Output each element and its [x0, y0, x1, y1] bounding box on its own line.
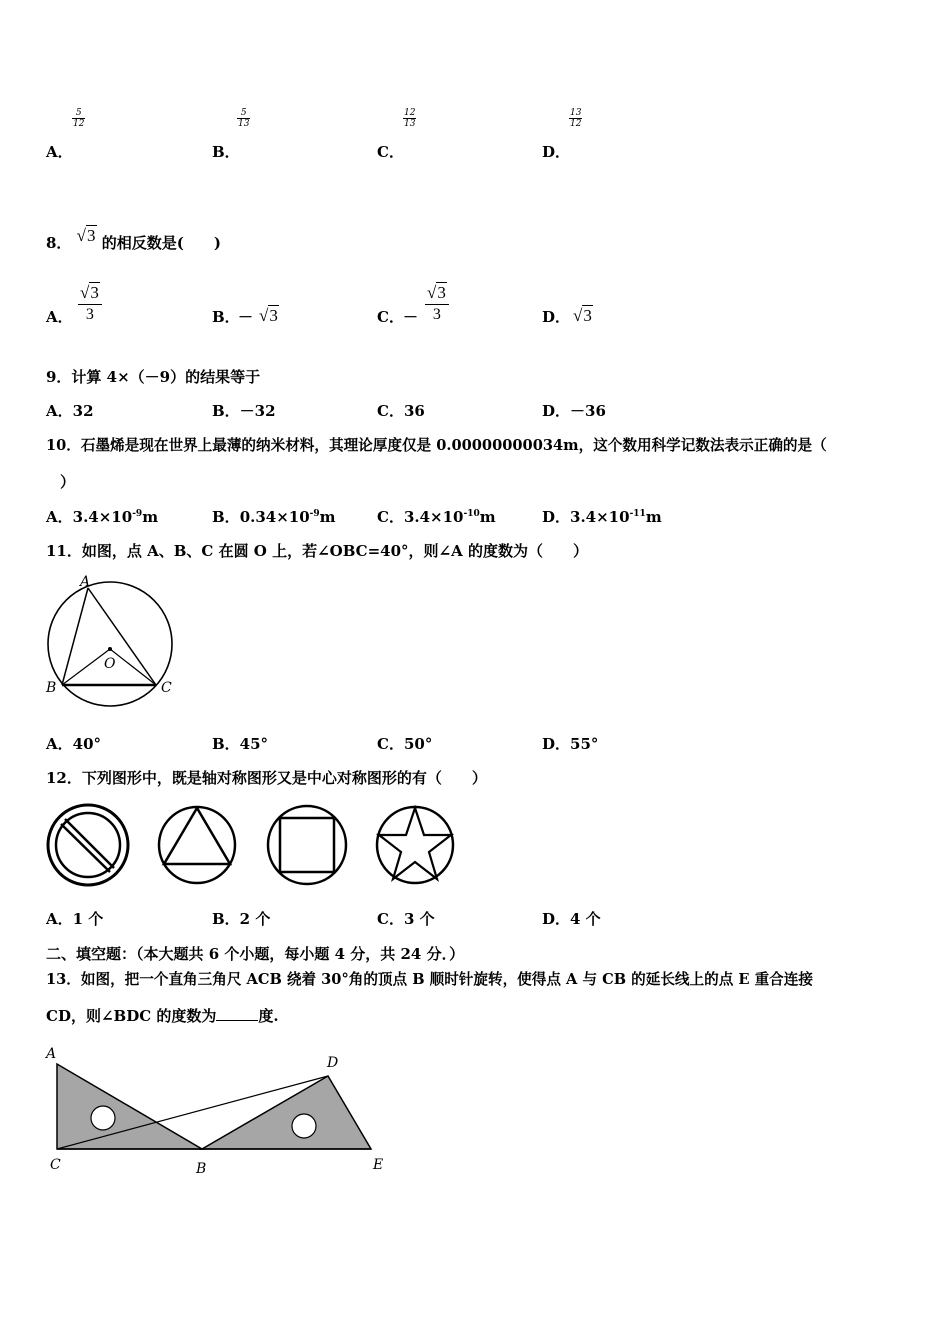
q10-option-c-unit: m	[479, 508, 496, 526]
q11-stem: 11．如图，点 A、B、C 在圆 O 上，若∠OBC=40°，则∠A 的度数为（ ）	[46, 542, 588, 560]
q11-option-c: C．50°	[377, 735, 433, 753]
q8-option-b-radicand: 3	[269, 306, 278, 325]
section2-heading: 二、填空题：（本大题共 6 个小题，每小题 4 分，共 24 分．）	[46, 945, 465, 963]
q10-option-d-unit: m	[645, 508, 662, 526]
q11-segment-ob	[62, 649, 110, 685]
q7-option-a-fraction	[72, 108, 85, 129]
q11-circle-figure	[44, 574, 180, 714]
q13-line1: 13．如图，把一个直角三角尺 ACB 绕着 30°角的顶点 B 顺时针旋转，使得点 A 与 CB 的延长线上的点 E 重合连接	[46, 971, 813, 988]
q8-option-c-denominator: 3	[432, 306, 441, 323]
q8-option-d-radicand: 3	[583, 306, 592, 325]
q10-option-a-letter: A．	[46, 508, 73, 526]
q10-option-d-base: 3.4×10	[570, 508, 630, 526]
q10-option-c	[377, 506, 496, 527]
q10-option-b-unit: m	[319, 508, 336, 526]
q11-label-a: A	[80, 574, 91, 590]
q8-option-c-radicand: 3	[437, 283, 446, 302]
q8-option-c-sign: －	[403, 308, 419, 326]
q13-label-b: B	[196, 1161, 207, 1177]
q8-option-a-radicand: 3	[90, 283, 99, 302]
q11-label-b: B	[46, 680, 57, 696]
q12-shapes-figure	[44, 800, 458, 890]
q11-option-a: A．40°	[46, 735, 102, 753]
q8-option-a-denominator: 3	[85, 306, 94, 323]
q13-answer-blank	[216, 1006, 258, 1021]
q12-option-b: B．2 个	[212, 910, 271, 928]
q8-stem-text: 的相反数是( )	[101, 234, 221, 252]
q13-label-c: C	[50, 1157, 61, 1173]
q11-circle	[48, 582, 172, 706]
q13-label-a: A	[46, 1046, 57, 1062]
q11-label-o: O	[104, 656, 116, 672]
q10-option-c-base: 3.4×10	[403, 508, 464, 526]
q10-option-d-letter: D．	[542, 508, 571, 526]
q10-option-d-exponent: -11	[629, 509, 646, 519]
q7-option-a-letter: A．	[46, 143, 73, 161]
q8-option-b-letter: B．	[212, 308, 240, 326]
q10-stem-line1: 10．石墨烯是现在世界上最薄的纳米材料，其理论厚度仅是 0.00000000034m，这个数用科学记数法表示正确的是（	[46, 437, 827, 454]
q10-option-b	[212, 506, 336, 527]
q12-option-d: D．4 个	[542, 910, 601, 928]
q7-option-a-numerator: 5	[72, 108, 85, 119]
q8-stem	[46, 226, 221, 253]
q12-shape-circle-triangle	[159, 807, 235, 883]
q8-option-d-letter: D．	[542, 308, 571, 326]
q11-option-b: B．45°	[212, 735, 269, 753]
q8-option-a-letter: A．	[46, 308, 73, 326]
q13-label-d: D	[327, 1055, 339, 1071]
q8-option-b-sign: －	[238, 308, 254, 326]
q7-option-b-denominator: 13	[238, 119, 250, 129]
q10-option-b-letter: B．	[212, 508, 240, 526]
q9-stem: 9．计算 4×（－9）的结果等于	[46, 368, 261, 386]
q10-option-a	[46, 506, 158, 527]
q13-line2-text: CD，则∠BDC 的度数为	[46, 1007, 217, 1025]
q10-option-c-exponent: -10	[463, 509, 480, 519]
q7-option-c-fraction	[403, 108, 416, 129]
q12-option-a: A．1 个	[46, 910, 104, 928]
q11-segment-oc	[110, 649, 156, 685]
q13-label-e: E	[373, 1157, 384, 1173]
q7-option-b-letter: B．	[212, 143, 240, 161]
q10-option-b-exponent: -9	[309, 509, 320, 519]
q11-label-c: C	[161, 680, 172, 696]
q7-option-d-letter: D．	[542, 143, 571, 161]
q13-triangle-figure	[40, 1040, 400, 1180]
q7-option-b-fraction	[237, 108, 250, 129]
q7-option-d-numerator: 13	[570, 108, 582, 118]
q7-option-c-letter: C．	[377, 143, 404, 161]
q8-number: 8．	[46, 234, 72, 252]
q13-line2	[46, 1005, 279, 1026]
q12-option-c: C．3 个	[377, 910, 435, 928]
q12-shape-circle-star	[377, 807, 453, 883]
q8-option-b-sqrt: √3	[259, 306, 278, 325]
q9-option-d: D．－36	[542, 402, 606, 420]
q7-option-d-fraction	[569, 108, 582, 129]
q11-segment-ac	[88, 588, 156, 685]
q10-option-c-letter: C．	[377, 508, 404, 526]
q11-center-point	[108, 647, 112, 651]
q13-triangle-acb	[57, 1064, 202, 1149]
q12-stem: 12．下列图形中，既是轴对称图形又是中心对称图形的有（ ）	[46, 769, 487, 787]
q12-shape-circle-band	[48, 805, 128, 885]
q7-option-c-numerator: 12	[404, 108, 416, 118]
q9-option-b: B．－32	[212, 402, 276, 420]
q9-option-c: C．36	[377, 402, 425, 420]
q8-radicand: 3	[87, 226, 96, 245]
q8-option-a-sqrt: √3	[80, 283, 99, 302]
q10-stem-line2: ）	[60, 473, 76, 491]
q13-line2-end: 度.	[258, 1007, 279, 1025]
q8-option-c-letter: C．	[377, 308, 404, 326]
q9-option-a: A．32	[46, 402, 94, 420]
q8-option-d-sqrt: √3	[573, 306, 592, 325]
q7-option-c-denominator: 13	[404, 119, 416, 129]
q8-option-a-fraction	[78, 284, 102, 324]
q11-option-d: D．55°	[542, 735, 599, 753]
q7-option-a-denominator: 12	[73, 119, 85, 129]
q8-option-c-fraction	[425, 284, 449, 324]
q7-option-b-numerator: 5	[237, 108, 250, 119]
q7-option-d-denominator: 12	[570, 119, 582, 129]
q10-option-d	[542, 506, 662, 527]
q10-option-b-base: 0.34×10	[239, 508, 310, 526]
q12-shape-circle-square	[268, 806, 346, 884]
q10-option-a-unit: m	[142, 508, 159, 526]
q11-segment-ab	[62, 588, 88, 685]
q10-option-a-exponent: -9	[132, 509, 143, 519]
q10-option-a-base: 3.4×10	[72, 508, 133, 526]
q8-option-c-sqrt: √3	[427, 283, 446, 302]
q8-sqrt: √3	[76, 226, 96, 245]
